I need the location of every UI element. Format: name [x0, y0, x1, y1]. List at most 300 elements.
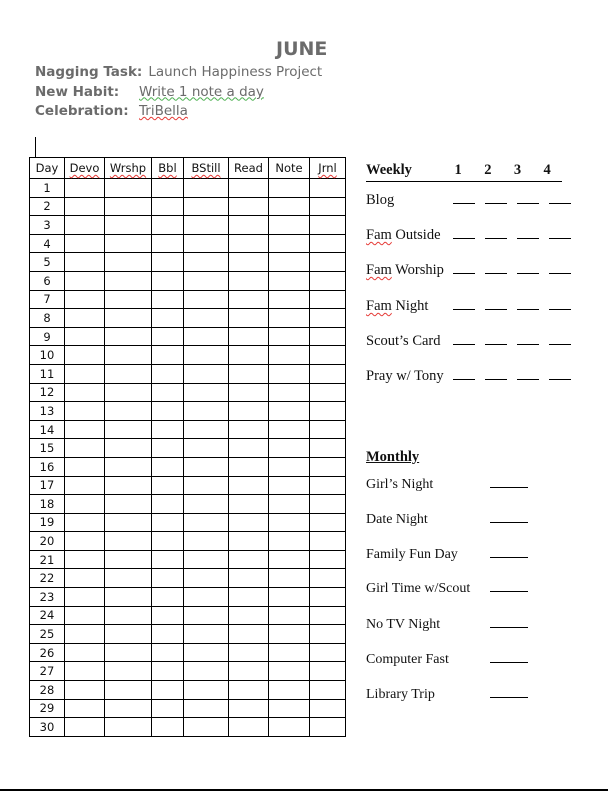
- habit-cell-devo[interactable]: [65, 718, 105, 737]
- habit-cell-bbl[interactable]: [152, 290, 184, 309]
- day-number: 13: [30, 402, 65, 421]
- day-number: 9: [30, 327, 65, 346]
- weekly-item: [366, 227, 581, 244]
- habit-cell-bbl[interactable]: [152, 550, 184, 569]
- habit-cell-note[interactable]: [269, 234, 310, 253]
- habit-cell-read[interactable]: [229, 346, 269, 365]
- habit-cell-jrnl[interactable]: [310, 179, 346, 198]
- week-checkoff-blank[interactable]: [549, 228, 571, 239]
- habit-cell-read[interactable]: [229, 364, 269, 383]
- habit-cell-wrshp[interactable]: [105, 346, 152, 365]
- day-number: 1: [30, 179, 65, 198]
- habit-cell-devo[interactable]: [65, 681, 105, 700]
- column-header-label: Bbl: [158, 161, 177, 175]
- habit-cell-read[interactable]: [229, 402, 269, 421]
- habit-cell-bbl[interactable]: [152, 681, 184, 700]
- habit-cell-bbl[interactable]: [152, 383, 184, 402]
- week-number: 3: [513, 162, 522, 178]
- weekly-item: [366, 262, 581, 279]
- table-row: [30, 550, 346, 569]
- habit-cell-jrnl[interactable]: [310, 439, 346, 458]
- day-number: 26: [30, 643, 65, 662]
- habit-cell-read[interactable]: [229, 476, 269, 495]
- habit-cell-devo[interactable]: [65, 495, 105, 514]
- weekly-item: [366, 192, 581, 209]
- habit-cell-jrnl[interactable]: [310, 569, 346, 588]
- habit-cell-jrnl[interactable]: [310, 699, 346, 718]
- habit-cell-bbl[interactable]: [152, 513, 184, 532]
- habit-cell-read[interactable]: [229, 309, 269, 328]
- habit-cell-bstill[interactable]: [184, 253, 229, 272]
- habit-cell-bstill[interactable]: [184, 625, 229, 644]
- week-checkoff-blank[interactable]: [485, 334, 507, 345]
- habit-cell-bstill[interactable]: [184, 532, 229, 551]
- habit-cell-bbl[interactable]: [152, 457, 184, 476]
- habit-cell-read[interactable]: [229, 625, 269, 644]
- habit-cell-wrshp[interactable]: [105, 476, 152, 495]
- habit-cell-bbl[interactable]: [152, 234, 184, 253]
- habit-cell-bstill[interactable]: [184, 681, 229, 700]
- week-checkoff-blank[interactable]: [549, 299, 571, 310]
- habit-cell-wrshp[interactable]: [105, 495, 152, 514]
- spellcheck-word: Fam: [366, 262, 392, 278]
- habit-cell-read[interactable]: [229, 290, 269, 309]
- habit-cell-note[interactable]: [269, 364, 310, 383]
- habit-cell-bbl[interactable]: [152, 439, 184, 458]
- monthly-checkoff-blank[interactable]: [490, 617, 528, 628]
- habit-cell-read[interactable]: [229, 383, 269, 402]
- habit-cell-note[interactable]: [269, 216, 310, 235]
- week-checkoff-blank[interactable]: [453, 263, 475, 274]
- habit-cell-wrshp[interactable]: [105, 681, 152, 700]
- habit-cell-jrnl[interactable]: [310, 216, 346, 235]
- habit-cell-note[interactable]: [269, 606, 310, 625]
- habit-cell-jrnl[interactable]: [310, 364, 346, 383]
- habit-cell-wrshp[interactable]: [105, 643, 152, 662]
- column-header-label: BStill: [191, 161, 221, 175]
- habit-cell-jrnl[interactable]: [310, 476, 346, 495]
- weekly-heading-row: [366, 162, 562, 182]
- habit-cell-jrnl[interactable]: [310, 606, 346, 625]
- habit-cell-note[interactable]: [269, 439, 310, 458]
- habit-cell-bstill[interactable]: [184, 457, 229, 476]
- habit-cell-jrnl[interactable]: [310, 625, 346, 644]
- habit-cell-read[interactable]: [229, 699, 269, 718]
- column-header-jrnl: [310, 158, 346, 179]
- habit-cell-bbl[interactable]: [152, 197, 184, 216]
- habit-cell-wrshp[interactable]: [105, 718, 152, 737]
- new-habit-value[interactable]: Write 1 note a day: [139, 83, 264, 100]
- habit-cell-jrnl[interactable]: [310, 588, 346, 607]
- habit-cell-jrnl[interactable]: [310, 271, 346, 290]
- habit-cell-bbl[interactable]: [152, 643, 184, 662]
- day-number: 18: [30, 495, 65, 514]
- habit-cell-devo[interactable]: [65, 420, 105, 439]
- habit-cell-bstill[interactable]: [184, 364, 229, 383]
- habit-cell-jrnl[interactable]: [310, 402, 346, 421]
- table-row: [30, 216, 346, 235]
- habit-cell-jrnl[interactable]: [310, 681, 346, 700]
- habit-cell-jrnl[interactable]: [310, 643, 346, 662]
- week-number: 2: [484, 162, 492, 178]
- column-header-label: Wrshp: [109, 161, 147, 175]
- habit-cell-wrshp[interactable]: [105, 216, 152, 235]
- habit-cell-note[interactable]: [269, 662, 310, 681]
- habit-cell-bstill[interactable]: [184, 179, 229, 198]
- habit-cell-wrshp[interactable]: [105, 699, 152, 718]
- habit-cell-bbl[interactable]: [152, 179, 184, 198]
- habit-cell-wrshp[interactable]: [105, 309, 152, 328]
- column-header-bbl: [152, 158, 184, 179]
- habit-cell-jrnl[interactable]: [310, 234, 346, 253]
- week-checkoff-blank[interactable]: [485, 299, 507, 310]
- weekly-item-label: Blog: [366, 192, 395, 208]
- weekly-item: [366, 333, 581, 350]
- habit-cell-devo[interactable]: [65, 271, 105, 290]
- habit-cell-read[interactable]: [229, 495, 269, 514]
- habit-cell-bbl[interactable]: [152, 346, 184, 365]
- habit-cell-wrshp[interactable]: [105, 550, 152, 569]
- habit-cell-devo[interactable]: [65, 662, 105, 681]
- habit-cell-devo[interactable]: [65, 643, 105, 662]
- habit-cell-bstill[interactable]: [184, 383, 229, 402]
- habit-cell-devo[interactable]: [65, 569, 105, 588]
- habit-cell-devo[interactable]: [65, 550, 105, 569]
- day-number: 23: [30, 588, 65, 607]
- week-checkoff-blank[interactable]: [453, 228, 475, 239]
- habit-cell-devo[interactable]: [65, 364, 105, 383]
- habit-cell-read[interactable]: [229, 588, 269, 607]
- habit-cell-devo[interactable]: [65, 402, 105, 421]
- habit-cell-read[interactable]: [229, 327, 269, 346]
- new-habit-label: New Habit:: [35, 83, 120, 100]
- habit-cell-bstill[interactable]: [184, 643, 229, 662]
- week-checkoff-blank[interactable]: [549, 263, 571, 274]
- habit-cell-read[interactable]: [229, 439, 269, 458]
- habit-cell-note[interactable]: [269, 513, 310, 532]
- habit-cell-note[interactable]: [269, 625, 310, 644]
- habit-cell-note[interactable]: [269, 420, 310, 439]
- habit-cell-wrshp[interactable]: [105, 364, 152, 383]
- habit-cell-wrshp[interactable]: [105, 532, 152, 551]
- habit-cell-read[interactable]: [229, 718, 269, 737]
- nagging-task-value[interactable]: Launch Happiness Project: [148, 64, 323, 80]
- habit-cell-devo[interactable]: [65, 476, 105, 495]
- week-checkoff-blank[interactable]: [549, 193, 571, 204]
- habit-cell-wrshp[interactable]: [105, 606, 152, 625]
- monthly-checkoff-blank[interactable]: [490, 687, 528, 698]
- habit-cell-note[interactable]: [269, 402, 310, 421]
- week-checkoff-blank[interactable]: [517, 193, 539, 204]
- habit-cell-bstill[interactable]: [184, 513, 229, 532]
- habit-cell-bbl[interactable]: [152, 216, 184, 235]
- weekly-item-label: Fam Night: [366, 298, 429, 314]
- habit-cell-note[interactable]: [269, 588, 310, 607]
- habit-cell-wrshp[interactable]: [105, 439, 152, 458]
- habit-cell-devo[interactable]: [65, 179, 105, 198]
- monthly-item-label: Computer Fast: [366, 652, 449, 667]
- week-checkoff-blank[interactable]: [485, 228, 507, 239]
- habit-cell-jrnl[interactable]: [310, 513, 346, 532]
- week-checkoff-blank[interactable]: [453, 334, 475, 345]
- habit-cell-wrshp[interactable]: [105, 179, 152, 198]
- habit-cell-jrnl[interactable]: [310, 197, 346, 216]
- habit-cell-read[interactable]: [229, 420, 269, 439]
- table-row: [30, 457, 346, 476]
- habit-cell-bstill[interactable]: [184, 495, 229, 514]
- weekly-item-label: Pray w/ Tony: [366, 368, 444, 384]
- habit-cell-bbl[interactable]: [152, 253, 184, 272]
- table-row: [30, 234, 346, 253]
- habit-cell-bstill[interactable]: [184, 234, 229, 253]
- habit-cell-read[interactable]: [229, 550, 269, 569]
- habit-cell-bbl[interactable]: [152, 588, 184, 607]
- weekly-item-label: Fam Outside: [366, 227, 441, 243]
- weekly-heading: Weekly: [366, 162, 412, 178]
- habit-cell-devo[interactable]: [65, 234, 105, 253]
- habit-cell-read[interactable]: [229, 643, 269, 662]
- habit-cell-devo[interactable]: [65, 253, 105, 272]
- table-row: [30, 532, 346, 551]
- table-row: [30, 253, 346, 272]
- habit-cell-read[interactable]: [229, 216, 269, 235]
- habit-cell-devo[interactable]: [65, 513, 105, 532]
- habit-cell-jrnl[interactable]: [310, 718, 346, 737]
- habit-cell-note[interactable]: [269, 309, 310, 328]
- habit-cell-note[interactable]: [269, 643, 310, 662]
- habit-cell-bbl[interactable]: [152, 625, 184, 644]
- habit-cell-note[interactable]: [269, 383, 310, 402]
- habit-cell-wrshp[interactable]: [105, 402, 152, 421]
- habit-cell-devo[interactable]: [65, 457, 105, 476]
- habit-cell-bbl[interactable]: [152, 718, 184, 737]
- habit-cell-devo[interactable]: [65, 383, 105, 402]
- habit-cell-note[interactable]: [269, 457, 310, 476]
- habit-cell-note[interactable]: [269, 550, 310, 569]
- habit-cell-bstill[interactable]: [184, 476, 229, 495]
- monthly-checkoff-blank[interactable]: [490, 547, 528, 558]
- habit-cell-note[interactable]: [269, 179, 310, 198]
- day-number: 17: [30, 476, 65, 495]
- habit-cell-devo[interactable]: [65, 309, 105, 328]
- habit-cell-read[interactable]: [229, 179, 269, 198]
- celebration-row: [35, 102, 322, 122]
- habit-cell-read[interactable]: [229, 271, 269, 290]
- week-checkoff-blank[interactable]: [549, 334, 571, 345]
- habit-cell-read[interactable]: [229, 569, 269, 588]
- habit-cell-devo[interactable]: [65, 699, 105, 718]
- habit-cell-devo[interactable]: [65, 439, 105, 458]
- habit-cell-bstill[interactable]: [184, 346, 229, 365]
- habit-cell-jrnl[interactable]: [310, 290, 346, 309]
- week-checkoff-blank[interactable]: [517, 228, 539, 239]
- habit-cell-read[interactable]: [229, 253, 269, 272]
- habit-cell-jrnl[interactable]: [310, 420, 346, 439]
- habit-cell-jrnl[interactable]: [310, 532, 346, 551]
- habit-cell-note[interactable]: [269, 532, 310, 551]
- day-number: 11: [30, 364, 65, 383]
- day-number: 24: [30, 606, 65, 625]
- habit-cell-note[interactable]: [269, 699, 310, 718]
- habit-cell-bbl[interactable]: [152, 495, 184, 514]
- week-checkoff-blank[interactable]: [517, 369, 539, 380]
- habit-cell-bstill[interactable]: [184, 439, 229, 458]
- habit-cell-devo[interactable]: [65, 290, 105, 309]
- habit-cell-bbl[interactable]: [152, 532, 184, 551]
- table-row: [30, 327, 346, 346]
- week-checkoff-blank[interactable]: [485, 263, 507, 274]
- habit-cell-bstill[interactable]: [184, 290, 229, 309]
- habit-cell-devo[interactable]: [65, 216, 105, 235]
- habit-cell-note[interactable]: [269, 346, 310, 365]
- monthly-item: [366, 617, 528, 633]
- table-row: [30, 402, 346, 421]
- habit-cell-read[interactable]: [229, 234, 269, 253]
- day-number: 30: [30, 718, 65, 737]
- table-row: [30, 588, 346, 607]
- week-checkoff-blank[interactable]: [517, 334, 539, 345]
- habit-cell-jrnl[interactable]: [310, 457, 346, 476]
- habit-cell-read[interactable]: [229, 606, 269, 625]
- week-checkoff-blank[interactable]: [517, 263, 539, 274]
- habit-cell-bbl[interactable]: [152, 271, 184, 290]
- monthly-item-label: Girl Time w/Scout: [366, 581, 471, 596]
- habit-cell-read[interactable]: [229, 532, 269, 551]
- habit-cell-bstill[interactable]: [184, 327, 229, 346]
- column-header-label: Devo: [69, 161, 100, 175]
- habit-cell-bstill[interactable]: [184, 606, 229, 625]
- day-number: 15: [30, 439, 65, 458]
- monthly-item: [366, 512, 528, 528]
- table-header-row: [30, 158, 346, 179]
- habit-cell-devo[interactable]: [65, 625, 105, 644]
- table-row: [30, 290, 346, 309]
- habit-cell-note[interactable]: [269, 476, 310, 495]
- week-checkoff-blank[interactable]: [517, 299, 539, 310]
- monthly-checkoff-blank[interactable]: [490, 512, 528, 523]
- habit-cell-devo[interactable]: [65, 532, 105, 551]
- habit-cell-bstill[interactable]: [184, 420, 229, 439]
- monthly-checkoff-blank[interactable]: [490, 477, 528, 488]
- week-checkoff-blank[interactable]: [549, 369, 571, 380]
- column-header-read: [229, 158, 269, 179]
- habit-cell-wrshp[interactable]: [105, 588, 152, 607]
- habit-cell-wrshp[interactable]: [105, 513, 152, 532]
- monthly-item: [366, 477, 528, 493]
- habit-cell-jrnl[interactable]: [310, 383, 346, 402]
- habit-cell-jrnl[interactable]: [310, 495, 346, 514]
- habit-cell-wrshp[interactable]: [105, 625, 152, 644]
- habit-cell-note[interactable]: [269, 290, 310, 309]
- habit-cell-devo[interactable]: [65, 606, 105, 625]
- habit-cell-wrshp[interactable]: [105, 383, 152, 402]
- habit-cell-note[interactable]: [269, 569, 310, 588]
- week-checkoff-blank[interactable]: [485, 193, 507, 204]
- habit-cell-bstill[interactable]: [184, 569, 229, 588]
- habit-cell-note[interactable]: [269, 718, 310, 737]
- habit-cell-read[interactable]: [229, 513, 269, 532]
- habit-cell-jrnl[interactable]: [310, 346, 346, 365]
- habit-cell-note[interactable]: [269, 327, 310, 346]
- week-checkoff-blank[interactable]: [453, 299, 475, 310]
- habit-cell-wrshp[interactable]: [105, 290, 152, 309]
- habit-cell-wrshp[interactable]: [105, 327, 152, 346]
- week-number: 4: [543, 162, 551, 178]
- habit-cell-bbl[interactable]: [152, 327, 184, 346]
- habit-cell-bbl[interactable]: [152, 402, 184, 421]
- habit-cell-wrshp[interactable]: [105, 569, 152, 588]
- habit-cell-bstill[interactable]: [184, 402, 229, 421]
- habit-cell-read[interactable]: [229, 681, 269, 700]
- habit-cell-wrshp[interactable]: [105, 420, 152, 439]
- day-number: 27: [30, 662, 65, 681]
- habit-cell-jrnl[interactable]: [310, 309, 346, 328]
- habit-cell-bbl[interactable]: [152, 420, 184, 439]
- habit-cell-bbl[interactable]: [152, 569, 184, 588]
- habit-cell-wrshp[interactable]: [105, 457, 152, 476]
- habit-cell-bbl[interactable]: [152, 364, 184, 383]
- habit-cell-bbl[interactable]: [152, 476, 184, 495]
- habit-cell-read[interactable]: [229, 662, 269, 681]
- habit-cell-note[interactable]: [269, 681, 310, 700]
- day-number: 28: [30, 681, 65, 700]
- habit-cell-bstill[interactable]: [184, 662, 229, 681]
- habit-cell-wrshp[interactable]: [105, 197, 152, 216]
- habit-cell-bbl[interactable]: [152, 309, 184, 328]
- habit-cell-jrnl[interactable]: [310, 253, 346, 272]
- habit-cell-bstill[interactable]: [184, 588, 229, 607]
- habit-cell-devo[interactable]: [65, 346, 105, 365]
- habit-cell-jrnl[interactable]: [310, 662, 346, 681]
- habit-cell-note[interactable]: [269, 495, 310, 514]
- habit-cell-bbl[interactable]: [152, 606, 184, 625]
- habit-cell-note[interactable]: [269, 271, 310, 290]
- habit-cell-bstill[interactable]: [184, 309, 229, 328]
- habit-cell-wrshp[interactable]: [105, 253, 152, 272]
- habit-cell-devo[interactable]: [65, 197, 105, 216]
- monthly-item-label: Library Trip: [366, 687, 435, 702]
- habit-cell-jrnl[interactable]: [310, 550, 346, 569]
- habit-cell-bbl[interactable]: [152, 662, 184, 681]
- habit-cell-read[interactable]: [229, 197, 269, 216]
- habit-cell-devo[interactable]: [65, 588, 105, 607]
- week-checkoff-blank[interactable]: [485, 369, 507, 380]
- column-header-note: [269, 158, 310, 179]
- monthly-checkoff-blank[interactable]: [490, 581, 528, 592]
- table-row: [30, 606, 346, 625]
- habit-cell-bstill[interactable]: [184, 271, 229, 290]
- table-row: [30, 383, 346, 402]
- habit-cell-bstill[interactable]: [184, 197, 229, 216]
- habit-cell-bstill[interactable]: [184, 216, 229, 235]
- habit-cell-note[interactable]: [269, 253, 310, 272]
- habit-cell-wrshp[interactable]: [105, 271, 152, 290]
- week-checkoff-blank[interactable]: [453, 369, 475, 380]
- habit-cell-bstill[interactable]: [184, 550, 229, 569]
- monthly-checkoff-blank[interactable]: [490, 652, 528, 663]
- habit-cell-wrshp[interactable]: [105, 234, 152, 253]
- habit-cell-wrshp[interactable]: [105, 662, 152, 681]
- habit-cell-bstill[interactable]: [184, 718, 229, 737]
- habit-cell-devo[interactable]: [65, 327, 105, 346]
- week-checkoff-blank[interactable]: [453, 193, 475, 204]
- habit-cell-read[interactable]: [229, 457, 269, 476]
- celebration-value[interactable]: TriBella: [139, 103, 188, 119]
- habit-cell-bstill[interactable]: [184, 699, 229, 718]
- habit-cell-note[interactable]: [269, 197, 310, 216]
- habit-cell-bbl[interactable]: [152, 699, 184, 718]
- habit-cell-jrnl[interactable]: [310, 327, 346, 346]
